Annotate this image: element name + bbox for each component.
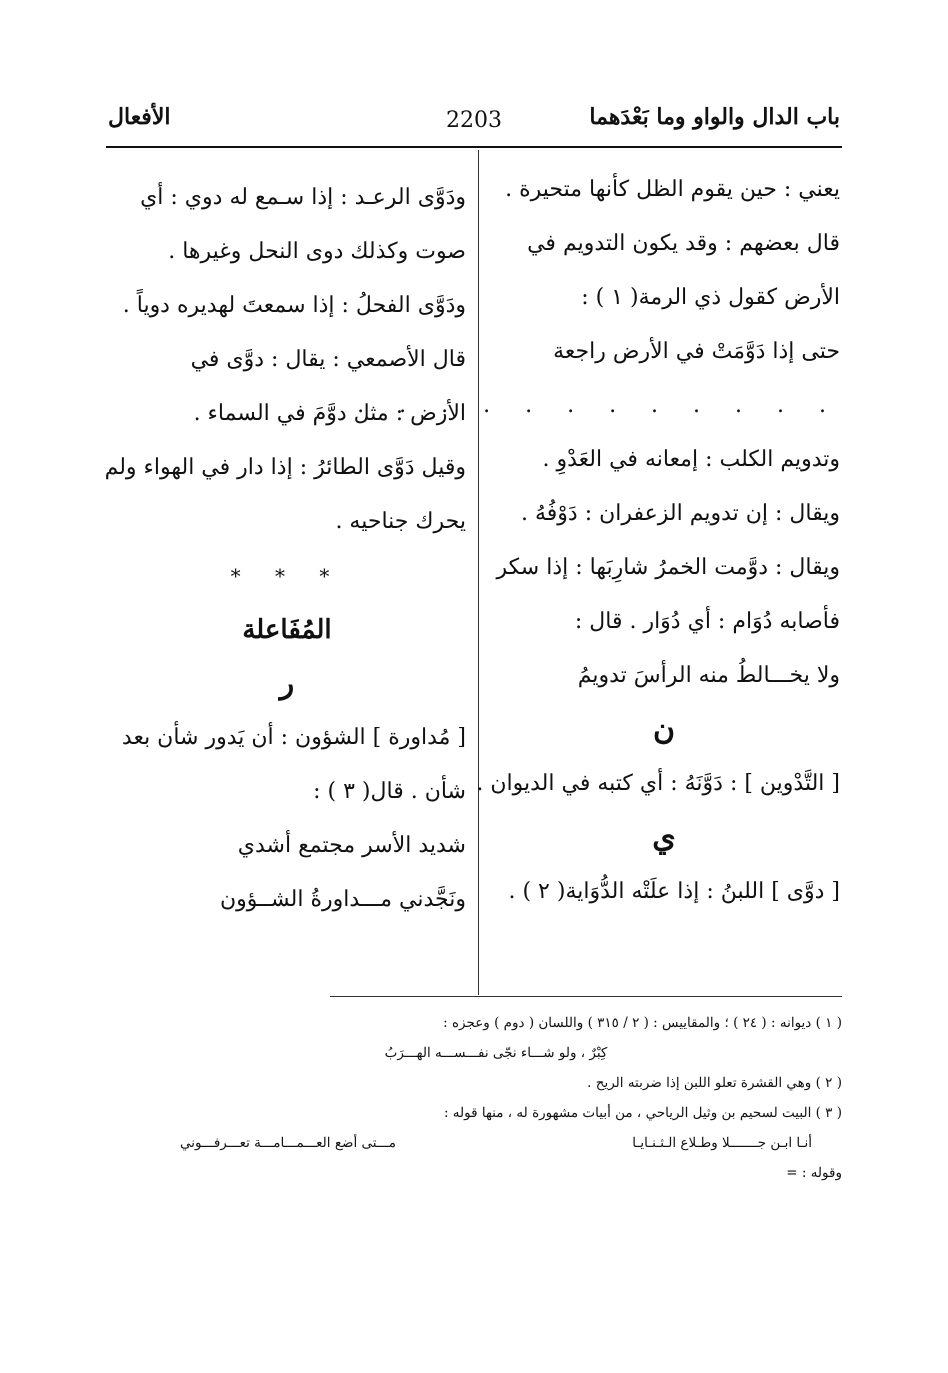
text-line: وقيل دَوَّى الطائرُ : إذا دار في الهواء ولم	[104, 455, 466, 480]
text-line: ودَوَّى الفحلُ : إذا سمعتَ لهديره دوياً .	[122, 293, 466, 318]
text-line: الأرض : مثل دوَّمَ في السماء .	[193, 401, 466, 426]
text-line: قال بعضهم : وقد يكون التدويم في	[527, 231, 840, 256]
footnote-1: ( ١ ) ديوانه : ( ٢٤ ) ؛ والمقاييس : ( ٢ / ٣١٥ ) واللسان ( دوم ) وعجزه :	[443, 1015, 842, 1031]
footnote-3-continuation: وقوله : =	[786, 1165, 842, 1181]
footnote-2: ( ٢ ) وهي القشرة تعلو اللبن إذا ضربته الريح .	[587, 1075, 842, 1091]
left-column	[104, 178, 466, 934]
section-name: الأفعال	[108, 104, 171, 130]
text-line: فأصابه دُوَام : أي دُوَار . قال :	[574, 609, 840, 634]
footnote-3-verse	[150, 1130, 842, 1160]
column-divider	[478, 150, 479, 995]
text-line: يحرك جناحيه .	[335, 509, 466, 534]
ellipsis-line: . . . . . . . . . . . .	[357, 393, 840, 418]
verse-line: حتى إذا دَوَّمَتْ في الأرض راجعة	[553, 339, 840, 364]
text-line: وتدويم الكلب : إمعانه في العَدْوِ .	[542, 447, 840, 472]
letter-heading: ن	[652, 712, 676, 747]
section-title: المُفَاعلة	[242, 615, 332, 645]
text-line: [ التَّدْوين ] : دَوَّنَهُ : أي كتبه في الديوان .	[476, 771, 840, 796]
verse-hemistich-first: أنـا ابـن جـــــــلا وطـلاع الـثـنـايـا	[632, 1135, 812, 1151]
verse-line: شديد الأسر مجتمع أشدي	[237, 833, 466, 858]
text-line: ويقال : دوَّمت الخمرُ شارِبَها : إذا سكر	[496, 555, 840, 580]
verse-hemistich-second: مـــتى أضع العـــمـــامـــة تعـــرفـــوني	[180, 1135, 396, 1151]
text-line: يعني : حين يقوم الظل كأنها متحيرة .	[505, 177, 840, 202]
chapter-title: باب الدال والواو وما بَعْدَهما	[589, 104, 840, 130]
footnote-1-verse: كِبْرٌ ، ولو شـــاء نجّى نفـــســـه الهـــرَبُ	[384, 1045, 608, 1061]
text-line: الأرض كقول ذي الرمة( ١ ) :	[581, 285, 840, 310]
text-line: [ مُداورة ] الشؤون : أن يَدور شأن بعد	[121, 725, 466, 750]
page-number: 2203	[446, 108, 502, 133]
verse-line: ولا يخـــالطُ منه الرأسَ تدويمُ	[577, 663, 840, 688]
page-header	[108, 104, 840, 144]
letter-heading: ي	[652, 820, 676, 855]
text-line: ودَوَّى الرعـد : إذا سـمع له دوي : أي	[140, 185, 466, 210]
text-line: شأن . قال( ٣ ) :	[313, 779, 466, 804]
section-separator: * * *	[230, 564, 344, 588]
verse-line: ونَجَّدني مـــداورةُ الشــؤون	[220, 887, 466, 912]
footnotes	[150, 1010, 842, 1190]
letter-heading: ر	[279, 666, 295, 701]
footnote-3: ( ٣ ) البيت لسحيم بن وثيل الرياحي ، من أبيات مشهورة له ، منها قوله :	[443, 1105, 842, 1121]
text-line: صوت وكذلك دوى النحل وغيرها .	[168, 239, 466, 264]
text-line: قال الأصمعي : يقال : دوَّى في	[190, 347, 466, 372]
text-line: [ دوَّى ] اللبنُ : إذا علَتْه الدُّوَاية( ٢ ) .	[508, 879, 840, 904]
text-line: ويقال : إن تدويم الزعفران : دَوْفُهُ .	[520, 501, 840, 526]
header-rule	[106, 146, 842, 148]
footnote-rule	[330, 996, 842, 997]
